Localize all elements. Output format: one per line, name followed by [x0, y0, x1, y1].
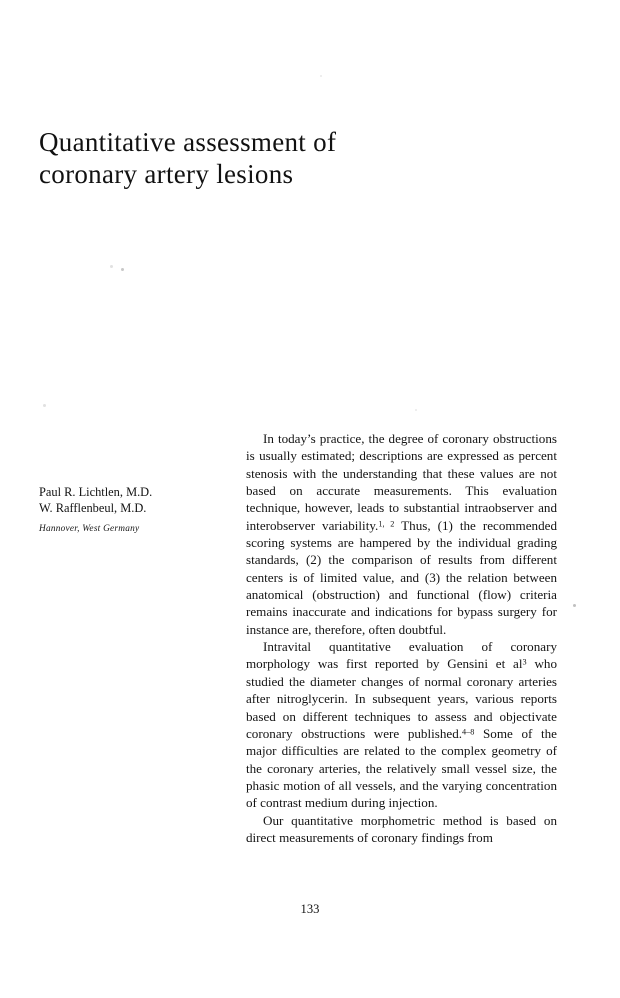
author-affiliation: Hannover, West Germany	[39, 524, 140, 534]
scan-artifact-speck	[320, 75, 322, 77]
scan-artifact-speck	[121, 268, 124, 271]
body-text-column	[246, 430, 557, 846]
scan-artifact-speck	[110, 265, 113, 268]
author-block	[39, 485, 229, 534]
page-title	[39, 126, 399, 190]
title-line-2: coronary artery lesions	[39, 159, 294, 189]
author-name-1: Paul R. Lichtlen, M.D.	[39, 485, 153, 499]
scan-artifact-speck	[573, 604, 576, 607]
body-paragraph-3: Our quantitative morphometric method is based on direct measurements of coronary findings from	[246, 812, 557, 845]
body-paragraph-2: Intravital quantitative evaluation of coronary morphology was first reported by Gensini et $al^3$ who studied the diameter changes of normal coronary arteries after nitroglycerin. In subsequent years, various reports based on different techniques to assess and objectivate coronary obstructions were published.$^{4-8}$ Some of the major difficulties are related to the complex geometry of the coronary arteries, the relatively small vessel size, the phasic motion of all vessels, and the varying concentration of contrast medium during injection.	[246, 639, 558, 811]
scan-artifact-speck	[43, 404, 46, 407]
author-name-2: W. Rafflenbeul, M.D.	[39, 500, 147, 515]
body-paragraph-1: In today’s practice, the degree of coronary obstructions is usually estimated; descriptions are expressed as percent stenosis with the understanding that these values are not based on accurate measurements. This evaluation technique, however, leads to substantial intraobserver and interobserver variability.$^{1, 2}$ Thus, (1) the recommended scoring systems are hampered by the individual grading standards, (2) the comparison of results from different centers is of limited value, and (3) the relation between anatomical (obstruction) and functional (flow) criteria remains inaccurate and indications for bypass surgery for instance are, therefore, often doubtful.	[246, 431, 558, 637]
title-line-1: Quantitative assessment of	[39, 127, 337, 157]
scan-artifact-speck	[415, 409, 417, 411]
page-number: 133	[300, 902, 320, 916]
